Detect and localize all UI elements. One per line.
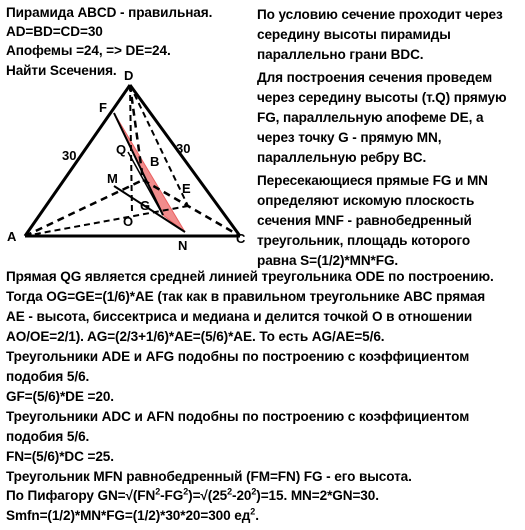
edge-bc: [143, 180, 240, 236]
given-line-4: Найти Sсечения.: [6, 63, 117, 78]
right-line-13: равна S=(1/2)*MN*FG.: [257, 253, 399, 268]
label-e: E: [182, 181, 191, 196]
median-ae: [25, 206, 188, 236]
solution-line-5: Треугольники ADE и AFG подобны по построению с коэффициентом: [6, 349, 470, 364]
label-n: N: [178, 238, 188, 253]
area-sup: 2: [250, 506, 256, 517]
label-a: A: [7, 229, 17, 244]
given-line-3: Апофемы =24, => DE=24.: [6, 43, 171, 58]
solution-line-10: FN=(5/6)*DC =25.: [6, 449, 114, 464]
pythagoras-sup-2: 2: [183, 486, 189, 497]
label-f: F: [99, 100, 107, 115]
label-d: D: [124, 68, 134, 83]
right-line-2: середину высоты пирамиды: [257, 27, 451, 42]
pythagoras-sup-3: 2: [227, 486, 233, 497]
pythagoras-line: [6, 486, 379, 503]
label-q: Q: [116, 142, 127, 157]
solution-line-2: Тогда OG=GE=(1/6)*AE (так как в правильном треугольнике ABC прямая: [6, 289, 486, 304]
pythagoras-sup-1: 2: [155, 486, 161, 497]
edge-da: [25, 85, 130, 236]
area-part-c: .: [255, 508, 259, 523]
right-line-7: через точку G - прямую MN,: [257, 130, 442, 145]
given-line-2: AD=BD=CD=30: [6, 24, 103, 39]
right-line-5: через середину высоты (т.Q) прямую: [257, 90, 507, 105]
solution-line-6: подобия 5/6.: [6, 369, 90, 384]
pythagoras-part-g: -20: [232, 488, 252, 503]
label-m: M: [107, 171, 118, 186]
right-line-3: параллельно грани BDC.: [257, 47, 424, 62]
right-line-11: сечения MNF - равнобедренный: [257, 213, 472, 228]
solution-line-9: подобия 5/6.: [6, 429, 90, 444]
right-line-6: FG, параллельную апофеме DE, а: [257, 110, 484, 125]
label-edge-right: 30: [176, 141, 191, 156]
pyramid-figure: [0, 60, 255, 270]
label-c: C: [236, 231, 246, 246]
pythagoras-part-a: По Пифагору GN=√(FN: [6, 488, 156, 503]
label-g: G: [140, 198, 151, 213]
solution-line-4: AO/OE=2/1). AG=(2/3+1/6)*AE=(5/6)*AE. То есть AG/AE=5/6.: [6, 329, 385, 344]
right-line-9: Пересекающиеся прямые FG и MN: [257, 173, 488, 188]
label-o: O: [123, 214, 134, 229]
solution-line-1: Прямая QG является средней линией треугольника ODE по построению.: [6, 269, 494, 284]
given-line-1: Пирамида ABCD - правильная.: [6, 5, 213, 20]
pythagoras-part-c: -FG: [160, 488, 184, 503]
area-part-a: Smfn=(1/2)*MN*FG=(1/2)*30*20=300 ед: [6, 508, 251, 523]
solution-line-8: Треугольники ADC и AFN подобны по построению с коэффициентом: [6, 409, 470, 424]
right-line-10: определяют искомую плоскость: [257, 193, 475, 208]
area-line: [6, 506, 259, 523]
pythagoras-part-i: )=15. MN=2*GN=30.: [256, 488, 379, 503]
label-edge-left: 30: [62, 148, 77, 163]
pythagoras-part-e: )=√(25: [188, 488, 228, 503]
solution-line-3: AE - высота, биссектриса и медиана и делится точкой O в отношении: [6, 309, 473, 324]
right-line-4: Для построения сечения проведем: [257, 70, 493, 85]
right-line-12: треугольник, площадь которого: [257, 233, 471, 248]
pythagoras-sup-4: 2: [251, 486, 257, 497]
solution-line-7: GF=(5/6)*DE =20.: [6, 389, 114, 404]
right-line-1: По условию сечение проходит через: [257, 7, 503, 22]
label-b: B: [150, 154, 160, 169]
solution-line-11: Треугольник MFN равнобедренный (FM=FN) FG - его высота.: [6, 469, 412, 484]
right-line-8: параллельную ребру BC.: [257, 150, 427, 165]
